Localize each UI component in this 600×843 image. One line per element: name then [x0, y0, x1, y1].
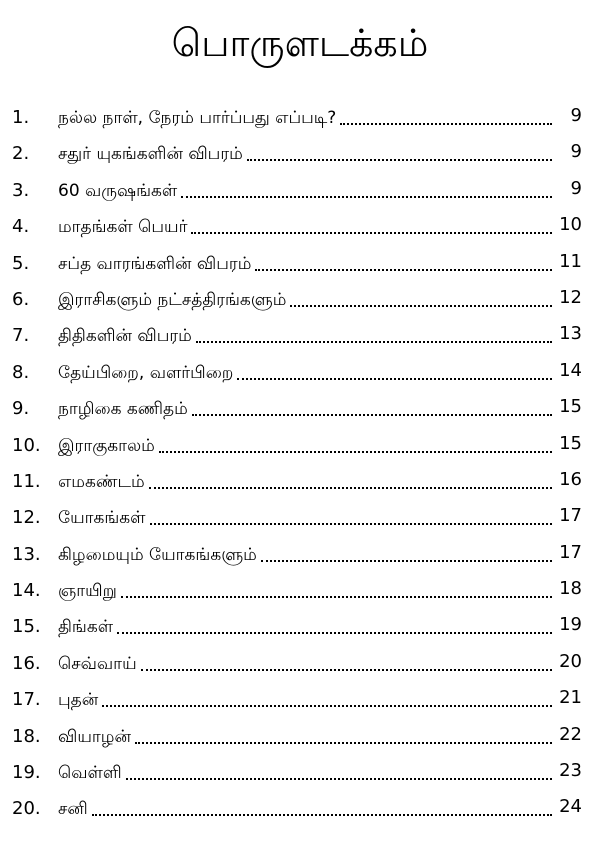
toc-entry [0, 283, 600, 319]
toc-entry [0, 720, 600, 756]
entry-number: 3. [12, 179, 30, 201]
entry-number: 9. [12, 398, 30, 420]
entry-page-number: 22 [559, 723, 582, 745]
entry-number: 5. [12, 252, 30, 274]
dot-leader [150, 523, 552, 525]
entry-label-group [58, 580, 552, 602]
entry-label: திதிகளின் விபரம் [58, 326, 192, 347]
entry-number: 12. [12, 507, 41, 529]
entry-page-number: 17 [559, 541, 582, 563]
entry-label: சனி [58, 799, 88, 820]
entry-page-number: 15 [559, 432, 582, 454]
toc-entry [0, 538, 600, 574]
entry-number: 11. [12, 470, 41, 492]
toc-entry [0, 610, 600, 646]
entry-label-group [58, 471, 552, 493]
entry-page-number: 9 [570, 105, 582, 126]
entry-label: ஞாயிறு [58, 581, 117, 602]
entry-label: நல்ல நாள், நேரம் பார்ப்பது எப்படி? [58, 108, 337, 128]
entry-label: புதன் [58, 690, 99, 711]
dot-leader [159, 451, 552, 453]
entry-page-number: 19 [559, 614, 582, 636]
entry-label-group [58, 798, 552, 820]
dot-leader [261, 560, 552, 562]
entry-number: 18. [12, 725, 41, 747]
dot-leader [340, 123, 552, 125]
entry-page-number: 21 [559, 687, 582, 709]
entry-label: திங்கள் [58, 617, 114, 638]
entry-page-number: 12 [559, 286, 582, 308]
entry-number: 19. [12, 762, 41, 784]
entry-label: கிழமையும் யோகங்களும் [58, 544, 257, 565]
entry-label: யோகங்கள் [58, 508, 146, 529]
toc-entry [0, 101, 600, 137]
entry-number: 17. [12, 689, 41, 711]
dot-leader [149, 487, 552, 489]
entry-number: 6. [12, 288, 30, 310]
entry-label: மாதங்கள் பெயர் [58, 217, 188, 238]
entry-label-group [58, 289, 552, 311]
entry-page-number: 14 [559, 359, 582, 381]
entry-label-group [58, 435, 552, 457]
toc-entry [0, 574, 600, 610]
dot-leader [237, 378, 552, 380]
toc-entry [0, 465, 600, 501]
entry-number: 1. [12, 107, 30, 128]
entry-page-number: 9 [570, 141, 582, 163]
toc-entry [0, 392, 600, 428]
entry-number: 15. [12, 616, 41, 638]
entry-number: 8. [12, 361, 30, 383]
dot-leader [247, 159, 552, 161]
entry-label: இராசிகளும் நட்சத்திரங்களும் [58, 289, 287, 310]
toc-entry [0, 647, 600, 683]
toc-entry [0, 247, 600, 283]
entry-label-group [58, 544, 552, 566]
entry-number: 14. [12, 580, 41, 602]
entry-label-group [58, 398, 552, 420]
entry-label: நாழிகை கணிதம் [58, 399, 188, 420]
entry-number: 10. [12, 434, 41, 456]
entry-label-group [58, 325, 552, 347]
entry-label: 60 வருஷங்கள் [58, 180, 178, 201]
entry-number: 16. [12, 652, 41, 674]
table-of-contents [0, 101, 600, 829]
entry-label: சதுர் யுகங்களின் விபரம் [58, 144, 243, 165]
entry-number: 20. [12, 798, 41, 820]
entry-label: வியாழன் [58, 726, 131, 747]
dot-leader [92, 814, 552, 816]
dot-leader [102, 705, 552, 707]
entry-page-number: 24 [559, 796, 582, 818]
entry-page-number: 11 [559, 250, 582, 272]
entry-page-number: 10 [559, 214, 582, 236]
dot-leader [255, 269, 552, 271]
dot-leader [196, 341, 552, 343]
entry-label: வெள்ளி [58, 763, 122, 784]
toc-entry [0, 210, 600, 246]
entry-page-number: 20 [559, 650, 582, 672]
entry-label: எமகண்டம் [58, 471, 145, 492]
entry-label-group [58, 653, 552, 675]
toc-entry [0, 356, 600, 392]
entry-page-number: 15 [559, 396, 582, 418]
entry-label-group [58, 689, 552, 711]
entry-label: சப்த வாரங்களின் விபரம் [58, 253, 252, 274]
toc-entry [0, 501, 600, 537]
dot-leader [121, 596, 552, 598]
toc-entry [0, 174, 600, 210]
dot-leader [126, 778, 552, 780]
dot-leader [141, 669, 552, 671]
dot-leader [192, 414, 552, 416]
entry-page-number: 18 [559, 578, 582, 600]
entry-page-number: 13 [559, 323, 582, 345]
entry-number: 4. [12, 216, 30, 238]
entry-number: 13. [12, 543, 41, 565]
entry-number: 2. [12, 143, 30, 165]
entry-label-group [58, 143, 552, 165]
toc-entry [0, 429, 600, 465]
entry-label: தேய்பிறை, வளர்பிறை [58, 362, 234, 383]
entry-number: 7. [12, 325, 30, 347]
toc-entry [0, 792, 600, 828]
dot-leader [135, 742, 552, 744]
entry-label-group [58, 253, 552, 275]
toc-entry [0, 319, 600, 355]
entry-page-number: 16 [559, 468, 582, 490]
entry-page-number: 23 [559, 760, 582, 782]
entry-label-group [58, 726, 552, 748]
entry-label-group [58, 616, 552, 638]
entry-page-number: 17 [559, 505, 582, 527]
dot-leader [290, 305, 552, 307]
entry-label-group [58, 216, 552, 238]
entry-label-group [58, 107, 552, 129]
entry-page-number: 9 [570, 177, 582, 199]
dot-leader [117, 632, 552, 634]
toc-entry [0, 137, 600, 173]
dot-leader [191, 232, 552, 234]
entry-label-group [58, 362, 552, 384]
entry-label-group [58, 180, 552, 202]
toc-entry [0, 756, 600, 792]
toc-entry [0, 683, 600, 719]
entry-label: செவ்வாய் [58, 653, 137, 674]
page-title: பொருளடக்கம் [171, 21, 429, 65]
entry-label: இராகுகாலம் [58, 435, 155, 456]
entry-label-group [58, 762, 552, 784]
entry-label-group [58, 507, 552, 529]
dot-leader [181, 196, 552, 198]
